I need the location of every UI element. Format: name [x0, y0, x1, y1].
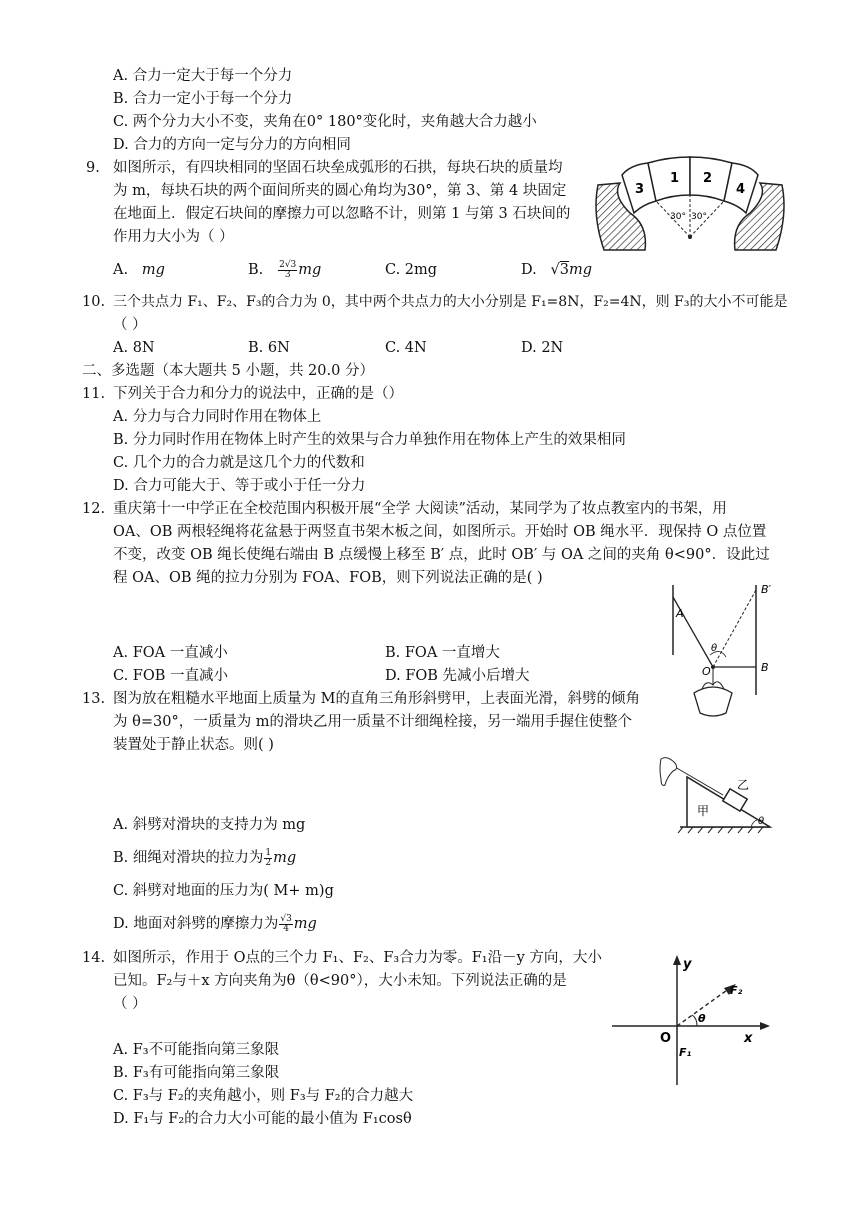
hand	[660, 758, 677, 786]
angle-theta-label: θ	[698, 1012, 706, 1025]
q10-number: 10.	[82, 294, 106, 310]
q9-option-a-value: mg	[141, 262, 165, 278]
block-label-yi: 乙	[737, 778, 750, 792]
q13-option-d-value: mg	[293, 916, 317, 932]
q13-option-b	[113, 848, 296, 868]
q13-stem-line1: 图为放在粗糙水平地面上质量为 M的直角三角形斜劈甲，上表面光滑，斜劈的倾角	[113, 691, 640, 707]
q13-stem-line3: 装置处于静止状态。则( )	[113, 737, 274, 753]
q13-stem-line2: 为 θ=30°，一质量为 m的滑块乙用一质量不计细绳栓接，另一端用手握住使整个	[113, 714, 633, 730]
theta-label: θ	[711, 643, 718, 654]
q12-stem-line2: OA、OB 两根轻绳将花盆悬于两竖直书架木板之间，如图所示。开始时 OB 绳水平．现保持 O 点位置	[113, 524, 767, 540]
q9-option-a	[113, 260, 165, 280]
q9-option-b	[248, 260, 321, 280]
q10-option-c: C. 4N	[385, 340, 427, 356]
incline-theta-label: θ	[758, 816, 765, 827]
q10-option-d: D. 2N	[521, 340, 564, 356]
force-f1-label: F₁	[679, 1046, 692, 1059]
q11-option-c: C. 几个力的合力就是这几个力的代数和	[113, 455, 365, 471]
q9-option-d-label: D.	[521, 262, 537, 278]
q9-stem-line1: 如图所示，有四块相同的坚固石块垒成弧形的石拱，每块石块的质量均	[113, 160, 563, 176]
q14-option-d: D. F₁与 F₂的合力大小可能的最小值为 F₁cosθ	[113, 1111, 412, 1127]
bookshelf-pot-figure	[668, 585, 788, 745]
angle-label-right: 30°	[691, 212, 707, 222]
flower-pot	[694, 687, 732, 716]
q8-option-a: A. 合力一定大于每一个分力	[113, 68, 293, 84]
q13-option-b-value: mg	[273, 850, 297, 866]
q10-stem-line2: （ ）	[113, 317, 147, 333]
q12-stem-line4: 程 OA、OB 绳的拉力分别为 FOA、FOB，则下列说法正确的是( )	[113, 570, 543, 586]
q8-option-c: C. 两个分力大小不变，夹角在0° 180°变化时，夹角越大合力越小	[113, 114, 537, 130]
q11-stem: 下列关于合力和分力的说法中，正确的是（）	[113, 386, 403, 402]
q14-option-a: A. F₃不可能指向第三象限	[113, 1042, 280, 1058]
q8-option-d: D. 合力的方向一定与分力的方向相同	[113, 137, 351, 153]
q9-option-d-value: mg	[569, 262, 593, 278]
q14-option-c: C. F₃与 F₂的夹角越小，则 F₃与 F₂的合力越大	[113, 1088, 414, 1104]
q14-stem-line1: 如图所示，作用于 O点的三个力 F₁、F₂、F₃合力为零。F₁沿－y 方向，大小	[113, 950, 602, 966]
q14-stem-line3: （ ）	[113, 996, 147, 1012]
q9-option-a-label: A.	[113, 262, 129, 278]
q9-option-b-fraction: $\frac{2√3}{3}$	[279, 259, 297, 280]
arch-block-1	[648, 157, 690, 201]
q12-stem-line1: 重庆第十一中学正在全校范围内积极开展“全学 大阅读”活动，某同学为了妆点教室内的书架，用	[113, 501, 727, 517]
point-a-label: A	[676, 607, 684, 620]
incline-block-figure	[655, 755, 775, 835]
q12-option-a: A. FOA 一直减小	[113, 645, 228, 661]
q12-option-b: B. FOA 一直增大	[385, 645, 500, 661]
block-label-4: 4	[736, 182, 746, 197]
section-multiple-choice-header: 二、多选题（本大题共 5 小题，共 20.0 分）	[82, 363, 374, 379]
q13-option-d-fraction: $\frac{√3}{4}$	[280, 913, 292, 934]
q9-stem-line3: 在地面上．假定石块间的摩擦力可以忽略不计，则第 1 与第 3 石块间的	[113, 206, 571, 222]
q13-option-a: A. 斜劈对滑块的支持力为 mg	[113, 817, 306, 833]
q10-option-b: B. 6N	[248, 340, 290, 356]
q14-option-b: B. F₃有可能指向第三象限	[113, 1065, 280, 1081]
axis-y-label: y	[683, 957, 692, 972]
q9-option-b-value: mg	[298, 262, 322, 278]
q13-option-b-text: B. 细绳对滑块的拉力为	[113, 850, 264, 866]
stone-arch-figure	[590, 155, 790, 265]
q11-number: 11.	[82, 386, 106, 402]
q13-option-d	[113, 914, 317, 934]
q9-option-b-label: B.	[248, 262, 264, 278]
point-b-label: B	[761, 661, 769, 674]
q12-stem-line3: 不变，改变 OB 绳长使绳右端由 B 点缓慢上移至 B′ 点，此时 OB′ 与 OA 之间的夹角 θ<90°．设此过	[113, 547, 770, 563]
q11-option-b: B. 分力同时作用在物体上时产生的效果与合力单独作用在物体上产生的效果相同	[113, 432, 626, 448]
force-f2-label: F₂	[730, 984, 743, 997]
q12-number: 12.	[82, 501, 106, 517]
q12-option-d: D. FOB 先减小后增大	[385, 668, 530, 684]
q11-option-d: D. 合力可能大于、等于或小于任一分力	[113, 478, 366, 494]
wedge-label-jia: 甲	[697, 804, 710, 818]
q9-stem-line4: 作用力大小为（ ）	[113, 229, 234, 245]
block-label-1: 1	[670, 171, 680, 186]
block-label-2: 2	[703, 171, 713, 186]
q11-option-a: A. 分力与合力同时作用在物体上	[113, 409, 322, 425]
force-axes-figure	[612, 950, 782, 1095]
q14-number: 14.	[82, 950, 106, 966]
q9-number: 9.	[86, 160, 100, 176]
q12-option-c: C. FOB 一直减小	[113, 668, 229, 684]
origin-label: O	[660, 1031, 672, 1046]
q10-option-a: A. 8N	[113, 340, 155, 356]
block-label-3: 3	[635, 182, 645, 197]
q9-option-c: C. 2mg	[385, 262, 438, 278]
q14-stem-line2: 已知。F₂与＋x 方向夹角为θ（θ<90°），大小未知。下列说法正确的是	[113, 973, 567, 989]
point-bprime-label: B′	[761, 583, 772, 596]
q13-option-b-fraction: $\frac{1}{2}$	[265, 847, 272, 868]
q8-option-b: B. 合力一定小于每一个分力	[113, 91, 293, 107]
q9-stem-line2: 为 m，每块石块的两个面间所夹的圆心角均为30°，第 3、第 4 块固定	[113, 183, 567, 199]
q13-number: 13.	[82, 691, 106, 707]
point-o-label: O	[702, 665, 711, 678]
q13-option-d-text: D. 地面对斜劈的摩擦力为	[113, 916, 279, 932]
q13-option-c: C. 斜劈对地面的压力为( M+ m)g	[113, 883, 334, 899]
angle-label-left: 30°	[670, 212, 686, 222]
q10-stem-line1: 三个共点力 F₁、F₂、F₃的合力为 0，其中两个共点力的大小分别是 F₁=8N，F₂=4N，则 F₃的大小不可能是	[113, 294, 788, 310]
axis-x-label: x	[744, 1031, 753, 1046]
q9-option-d-radicand: 3	[559, 262, 570, 278]
q9-option-d: D. √3mg	[521, 262, 593, 278]
